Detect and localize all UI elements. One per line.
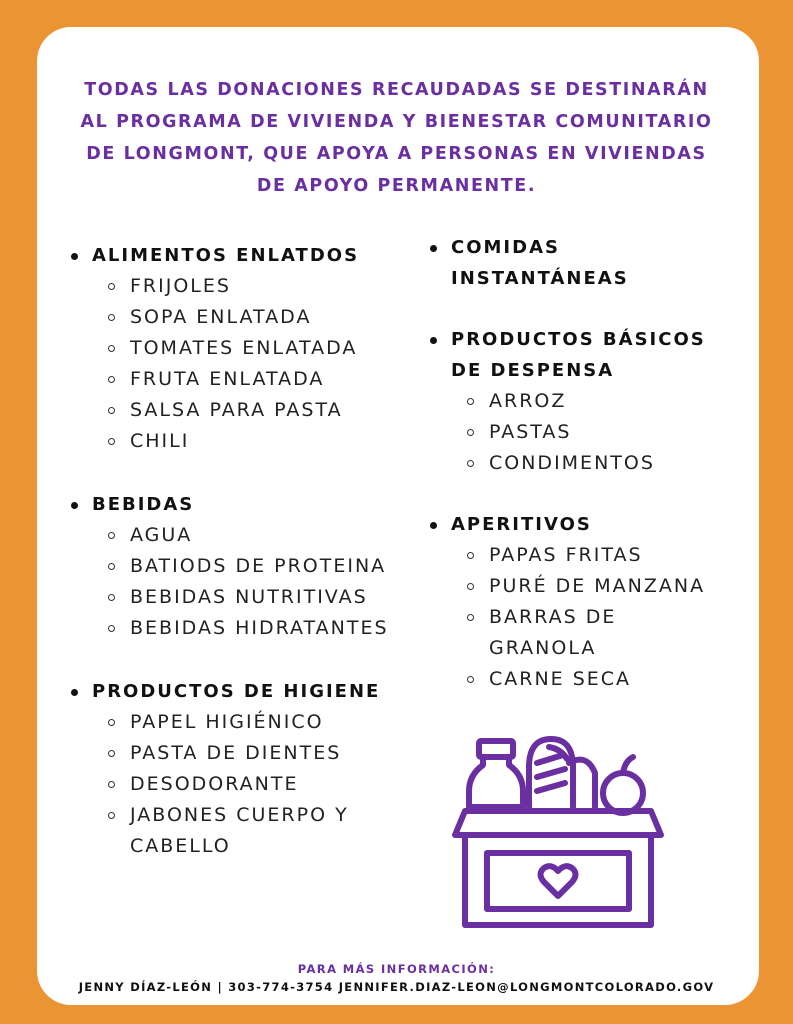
list-item: PURÉ DE MANZANA [427,571,727,602]
circle-bullet-icon [108,719,115,726]
list-item: TOMATES ENLATADA [68,333,408,364]
circle-bullet-icon [108,781,115,788]
list-item: FRUTA ENLATADA [68,364,408,395]
category-canned-foods [68,240,408,457]
circle-bullet-icon [108,812,115,819]
circle-bullet-icon [108,594,115,601]
item-list [68,520,408,644]
list-item: PASTA DE DIENTES [68,738,408,769]
list-item: PAPEL HIGIÉNICO [68,707,408,738]
category-title: ALIMENTOS ENLATDOS [92,245,360,266]
circle-bullet-icon [467,676,474,683]
bullet-icon [71,253,78,260]
list-item: FRIJOLES [68,271,408,302]
list-item: SALSA PARA PASTA [68,395,408,426]
footer-heading: PARA MÁS INFORMACIÓN: [297,962,496,976]
list-item: PAPAS FRITAS [427,540,727,571]
list-item: CONDIMENTOS [427,448,727,479]
item-list [68,271,408,457]
circle-bullet-icon [108,407,115,414]
list-item: DESODORANTE [68,769,408,800]
circle-bullet-icon [108,563,115,570]
circle-bullet-icon [108,345,115,352]
list-item: BARRAS DE GRANOLA [427,602,704,664]
category-title: BEBIDAS [92,494,195,515]
bullet-icon [430,337,437,344]
left-column [68,240,408,862]
list-item: SOPA ENLATADA [68,302,408,333]
circle-bullet-icon [467,614,474,621]
category-title: APERITIVOS [451,514,592,535]
item-list [427,386,727,479]
bullet-icon [71,689,78,696]
list-item: CHILI [68,426,408,457]
footer-contact: JENNY DÍAZ-LEÓN | 303-774-3754 JENNIFER.DIAZ-LEON@LONGMONTCOLORADO.GOV [78,980,715,994]
list-item: ARROZ [427,386,727,417]
list-item: PASTAS [427,417,727,448]
circle-bullet-icon [467,398,474,405]
bullet-icon [430,245,437,252]
circle-bullet-icon [108,625,115,632]
bullet-icon [71,502,78,509]
list-item: BATIODS DE PROTEINA [68,551,408,582]
circle-bullet-icon [467,583,474,590]
circle-bullet-icon [108,750,115,757]
circle-bullet-icon [467,429,474,436]
circle-bullet-icon [108,438,115,445]
category-title: PRODUCTOS DE HIGIENE [92,681,381,702]
list-item: BEBIDAS HIDRATANTES [68,613,408,644]
category-hygiene [68,676,408,862]
item-list [427,540,727,695]
bullet-icon [430,522,437,529]
list-item: BEBIDAS NUTRITIVAS [68,582,408,613]
circle-bullet-icon [108,376,115,383]
circle-bullet-icon [108,283,115,290]
circle-bullet-icon [467,460,474,467]
list-item: JABONES CUERPO Y CABELLO [68,800,370,862]
circle-bullet-icon [108,314,115,321]
circle-bullet-icon [108,532,115,539]
list-item: AGUA [68,520,408,551]
circle-bullet-icon [467,552,474,559]
list-item: CARNE SECA [427,664,727,695]
intro-text: TODAS LAS DONACIONES RECAUDADAS SE DESTINARÁN AL PROGRAMA DE VIVIENDA Y BIENESTAR COMUNITARIO DE LONGMONT, QUE APOYA A PERSONAS EN VIVIENDAS DE APOYO PERMANENTE. [80,80,713,196]
grocery-box-icon [447,733,669,933]
category-title: COMIDAS INSTANTÁNEAS [451,237,629,289]
category-pantry-staples [427,324,727,479]
item-list [68,707,408,862]
category-drinks [68,489,408,644]
right-column [427,232,727,695]
category-instant-meals [427,232,727,294]
category-title: PRODUCTOS BÁSICOS DE DESPENSA [451,329,706,381]
category-snacks [427,509,727,695]
